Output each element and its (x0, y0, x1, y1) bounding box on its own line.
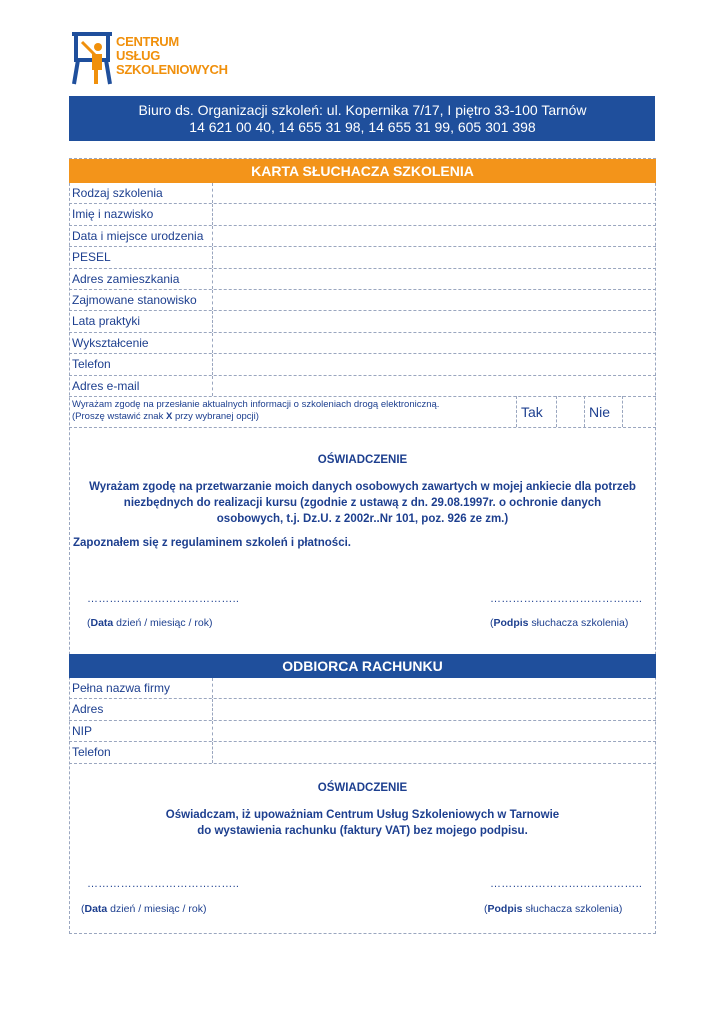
office-phones: 14 621 00 40, 14 655 31 98, 14 655 31 99, 605 301 398 (189, 119, 536, 135)
field-row-birth (69, 226, 656, 247)
date-caption: (Data dzień / miesiąc / rok) (87, 617, 213, 629)
office-info-banner (69, 96, 656, 141)
field-row-experience (69, 311, 656, 332)
option-yes-checkbox[interactable] (556, 396, 584, 427)
field-input-education[interactable] (212, 333, 656, 353)
field-label: PESEL (72, 250, 111, 265)
section-title-participant-card: KARTA SŁUCHACZA SZKOLENIA (69, 159, 656, 183)
field-input-company-address[interactable] (212, 699, 656, 719)
consent-line-1: Wyrażam zgodę na przesłanie aktualnych informacji o szkoleniach drogą elektroniczną. (72, 399, 440, 410)
field-label: Wykształcenie (72, 335, 149, 350)
statement-line-2: niezbędnych do realizacji kursu (zgodnie z ustawą z dn. 29.08.1997r. o ochronie danych (123, 497, 602, 509)
signature-caption-2-bold: Podpis (487, 903, 523, 915)
field-label: Rodzaj szkolenia (72, 186, 163, 200)
signature-caption-rest: słuchacza szkolenia) (528, 617, 629, 629)
field-row-email (69, 376, 656, 397)
field-input-experience[interactable] (212, 311, 656, 331)
field-input-position[interactable] (212, 290, 656, 310)
participant-fields (69, 183, 656, 397)
field-row-company-address (69, 699, 656, 720)
field-row-company-name (69, 678, 656, 699)
field-row-company-phone (69, 742, 656, 763)
date-caption-2-bold: Data (84, 903, 108, 915)
consent-line-2-start: (Proszę wstawić znak (72, 411, 166, 422)
option-yes-label: Tak (521, 404, 543, 420)
statement-2-line-1: Oświadczam, iż upoważniam Centrum Usług Szkoleniowych w Tarnowie (165, 809, 560, 821)
date-caption-2-rest: dzień / miesiąc / rok) (107, 903, 207, 915)
field-input-pesel[interactable] (212, 247, 656, 267)
office-address: Biuro ds. Organizacji szkoleń: ul. Kopernika 7/17, I piętro 33-100 Tarnów (138, 102, 587, 118)
field-label: Pełna nazwa firmy (72, 681, 171, 695)
logo-line-3: SZKOLENIOWYCH (116, 62, 228, 77)
section-title-invoice-recipient: ODBIORCA RACHUNKU (69, 654, 656, 678)
field-input-full-name[interactable] (212, 204, 656, 224)
logo-line-1: CENTRUM (116, 34, 179, 49)
field-row-position (69, 290, 656, 311)
field-row-nip (69, 721, 656, 742)
field-row-phone (69, 354, 656, 375)
field-input-nip[interactable] (212, 721, 656, 741)
invoice-fields (69, 678, 656, 764)
option-no-label: Nie (589, 404, 611, 420)
email-consent-text (72, 399, 439, 423)
signature-caption-bold: Podpis (493, 617, 529, 629)
field-label: Telefon (72, 745, 111, 760)
date-caption-bold: Data (90, 617, 114, 629)
statement-2-line-2: do wystawienia rachunku (faktury VAT) bez mojego podpisu. (197, 825, 528, 837)
teacher-at-board-icon (68, 30, 116, 88)
field-row-address (69, 269, 656, 290)
date-caption-2: (Data dzień / miesiąc / rok) (81, 903, 207, 915)
field-row-pesel (69, 247, 656, 268)
date-signature-line[interactable]: ………………………………….. (87, 593, 240, 605)
signature-caption: (Podpis słuchacza szkolenia) (490, 617, 629, 629)
field-label: Zajmowane stanowisko (72, 292, 197, 307)
signature-caption-2-rest: słuchacza szkolenia) (522, 903, 623, 915)
statement-title-2: OŚWIADCZENIE (317, 782, 408, 794)
participant-signature-line[interactable]: ………………………………….. (490, 593, 643, 605)
field-label: Telefon (72, 357, 111, 372)
field-input-company-phone[interactable] (212, 742, 656, 762)
field-label: NIP (72, 723, 93, 738)
field-row-training-type (69, 183, 656, 204)
logo-line-2: USŁUG (116, 48, 161, 63)
field-input-email[interactable] (212, 376, 656, 396)
date-signature-line-2[interactable]: ………………………………….. (87, 878, 240, 890)
field-input-training-type[interactable] (212, 183, 656, 203)
statement-line-3: osobowych, t.j. Dz.U. z 2002r..Nr 101, poz. 926 ze zm.) (216, 513, 509, 525)
consent-line-2-end: przy wybranej opcji) (172, 411, 259, 422)
email-consent-row (69, 396, 656, 428)
signature-caption-2: (Podpis słuchacza szkolenia) (484, 903, 623, 915)
field-label: Imię i nazwisko (72, 207, 154, 222)
statement-line-1: Wyrażam zgodę na przetwarzanie moich danych osobowych zawartych w mojej ankiecie dla potrzeb (89, 481, 636, 493)
consent-line-2 (72, 411, 439, 423)
field-label: Lata praktyki (72, 314, 141, 329)
participant-signature-line-2[interactable]: ………………………………….. (490, 878, 643, 890)
company-logo (68, 30, 258, 90)
field-input-phone[interactable] (212, 354, 656, 374)
field-label: Adres e-mail (72, 378, 140, 393)
invoice-authorization-statement (69, 807, 656, 839)
field-input-address[interactable] (212, 269, 656, 289)
field-input-company-name[interactable] (212, 678, 656, 698)
data-processing-statement (69, 479, 656, 527)
field-row-education (69, 333, 656, 354)
statement-title: OŚWIADCZENIE (317, 454, 408, 466)
field-label: Adres zamieszkania (72, 271, 180, 286)
field-label: Adres (72, 702, 104, 717)
field-input-birth[interactable] (212, 226, 656, 246)
field-label: Data i miejsce urodzenia (72, 228, 204, 243)
regulations-statement: Zapoznałem się z regulaminem szkoleń i płatności. (73, 537, 351, 549)
consent-mark-x: X (165, 411, 173, 422)
field-row-full-name (69, 204, 656, 225)
date-caption-rest: dzień / miesiąc / rok) (113, 617, 213, 629)
option-no-checkbox[interactable] (622, 396, 656, 427)
